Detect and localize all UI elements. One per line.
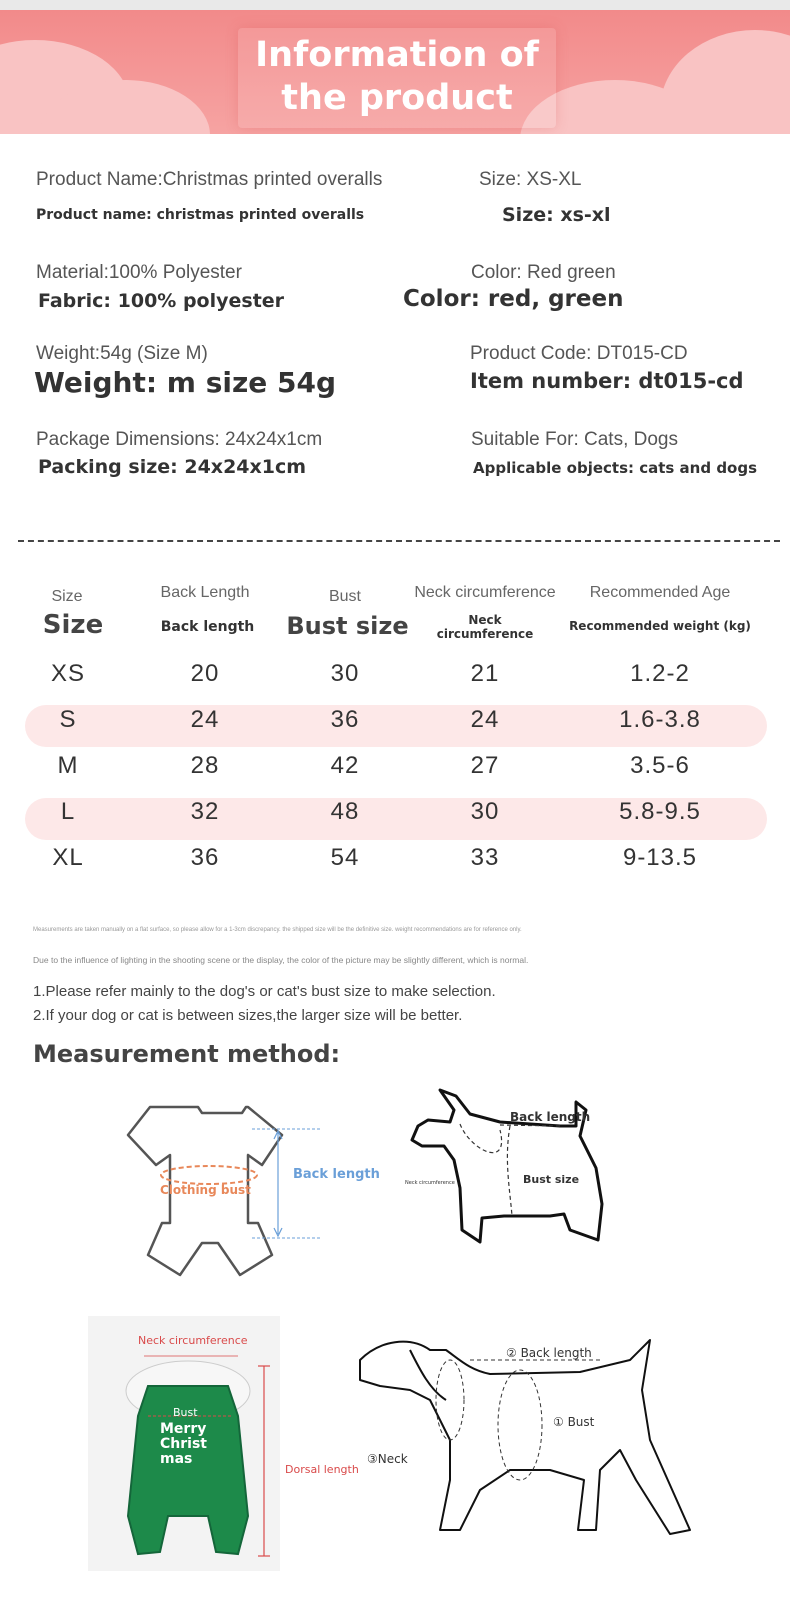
size-bold: Size: xs-xl <box>502 204 611 226</box>
color-bold: Color: red, green <box>403 286 624 312</box>
col-header-age: Recommended Age <box>589 584 731 601</box>
banner-title: Information of the product <box>255 35 539 118</box>
tip-bust: 1.Please refer mainly to the dog's or cat's bust size to make selection. <box>33 983 496 1000</box>
size-label: Size: XS-XL <box>479 169 582 190</box>
suitable-label: Suitable For: Cats, Dogs <box>471 429 678 450</box>
table-cell: 3.5-6 <box>630 752 690 779</box>
table-cell: 24 <box>190 706 220 733</box>
dog2-outline <box>360 1340 690 1534</box>
col-header-size: Size <box>51 588 83 605</box>
table-cell: 54 <box>330 844 360 871</box>
table-cell: 20 <box>190 660 220 687</box>
measurement-title: Measurement method: <box>33 1040 341 1068</box>
material-bold: Fabric: 100% polyester <box>38 290 285 312</box>
garment-back-length-label: Back length <box>293 1167 380 1182</box>
tip-between-sizes: 2.If your dog or cat is between sizes,the larger size will be better. <box>33 1007 463 1024</box>
table-cell: 32 <box>190 798 220 825</box>
bust-ellipse <box>161 1166 257 1184</box>
dog2-neck-label: ③Neck <box>367 1452 408 1466</box>
header-banner <box>0 10 790 134</box>
clothing-bust-label: Clothing bust <box>160 1183 251 1197</box>
table-cell: 30 <box>330 660 360 687</box>
table-cell: XL <box>52 844 84 871</box>
table-cell: 24 <box>470 706 500 733</box>
package-bold: Packing size: 24x24x1cm <box>38 456 307 478</box>
table-cell: 27 <box>470 752 500 779</box>
table-cell: 21 <box>470 660 500 687</box>
product-name-label: Product Name:Christmas printed overalls <box>36 169 383 190</box>
table-cell: 36 <box>190 844 220 871</box>
col-subheader-weight: Recommended weight (kg) <box>569 619 751 633</box>
table-cell: M <box>57 752 79 779</box>
col-subheader-size: Size <box>42 610 104 640</box>
table-cell: 9-13.5 <box>622 844 698 871</box>
table-cell: XS <box>50 660 85 687</box>
suitable-bold: Applicable objects: cats and dogs <box>473 459 758 477</box>
table-cell: 33 <box>470 844 500 871</box>
material-label: Material:100% Polyester <box>36 262 242 283</box>
table-cell: 48 <box>330 798 360 825</box>
dog1-neck-label: Neck circumference <box>405 1180 455 1186</box>
dorsal-length-label: Dorsal length <box>285 1463 359 1476</box>
col-subheader-bust: Bust size <box>286 612 409 640</box>
col-header-neck: Neck circumference <box>414 584 556 601</box>
photo-neck-label: Neck circumference <box>138 1334 248 1347</box>
dog-diagram-1 <box>400 1080 630 1260</box>
note-color: Due to the influence of lighting in the shooting scene or the display, the color of the picture may be slightly different, which is normal. <box>33 955 529 965</box>
table-cell: 28 <box>190 752 220 779</box>
dog2-neck-line <box>436 1360 464 1440</box>
table-cell: 30 <box>470 798 500 825</box>
cloud-right-2 <box>660 30 790 134</box>
table-cell: 1.2-2 <box>630 660 690 687</box>
code-bold: Item number: dt015-cd <box>470 369 744 393</box>
table-cell: 36 <box>330 706 360 733</box>
dog1-bust-label: Bust size <box>523 1173 580 1186</box>
note-measurement: Measurements are taken manually on a flat surface, so please allow for a 1-3cm discrepancy. the shipped size will be the definitive size. weight recommendations are for reference only. <box>33 927 522 933</box>
weight-bold: Weight: m size 54g <box>34 366 337 399</box>
col-subheader-neck: Neck circumference <box>436 613 534 641</box>
photo-bust-label: Bust <box>173 1406 198 1419</box>
table-cell: L <box>60 798 76 825</box>
weight-label: Weight:54g (Size M) <box>36 343 208 364</box>
product-name-bold: Product name: christmas printed overalls <box>36 207 365 223</box>
merry-christmas-print: Merry Christ mas <box>160 1421 207 1467</box>
table-cell: 42 <box>330 752 360 779</box>
top-strip <box>0 0 790 10</box>
code-label: Product Code: DT015-CD <box>470 343 688 364</box>
section-divider <box>18 540 780 542</box>
col-header-bust: Bust <box>328 588 361 605</box>
table-cell: S <box>59 706 77 733</box>
dog1-back-length-label: Back length <box>510 1110 591 1124</box>
package-label: Package Dimensions: 24x24x1cm <box>36 429 323 450</box>
dog-diagram-2 <box>350 1330 700 1570</box>
table-cell: 5.8-9.5 <box>619 798 701 825</box>
dog1-measure-lines <box>460 1124 560 1216</box>
table-cell: 1.6-3.8 <box>619 706 701 733</box>
dog2-back-length-label: ② Back length <box>506 1346 592 1360</box>
dog2-bust-label: ① Bust <box>553 1415 595 1429</box>
col-header-back: Back Length <box>160 584 250 601</box>
col-subheader-back: Back length <box>160 619 255 635</box>
color-label: Color: Red green <box>471 262 616 283</box>
dog2-bust-line <box>498 1370 542 1480</box>
